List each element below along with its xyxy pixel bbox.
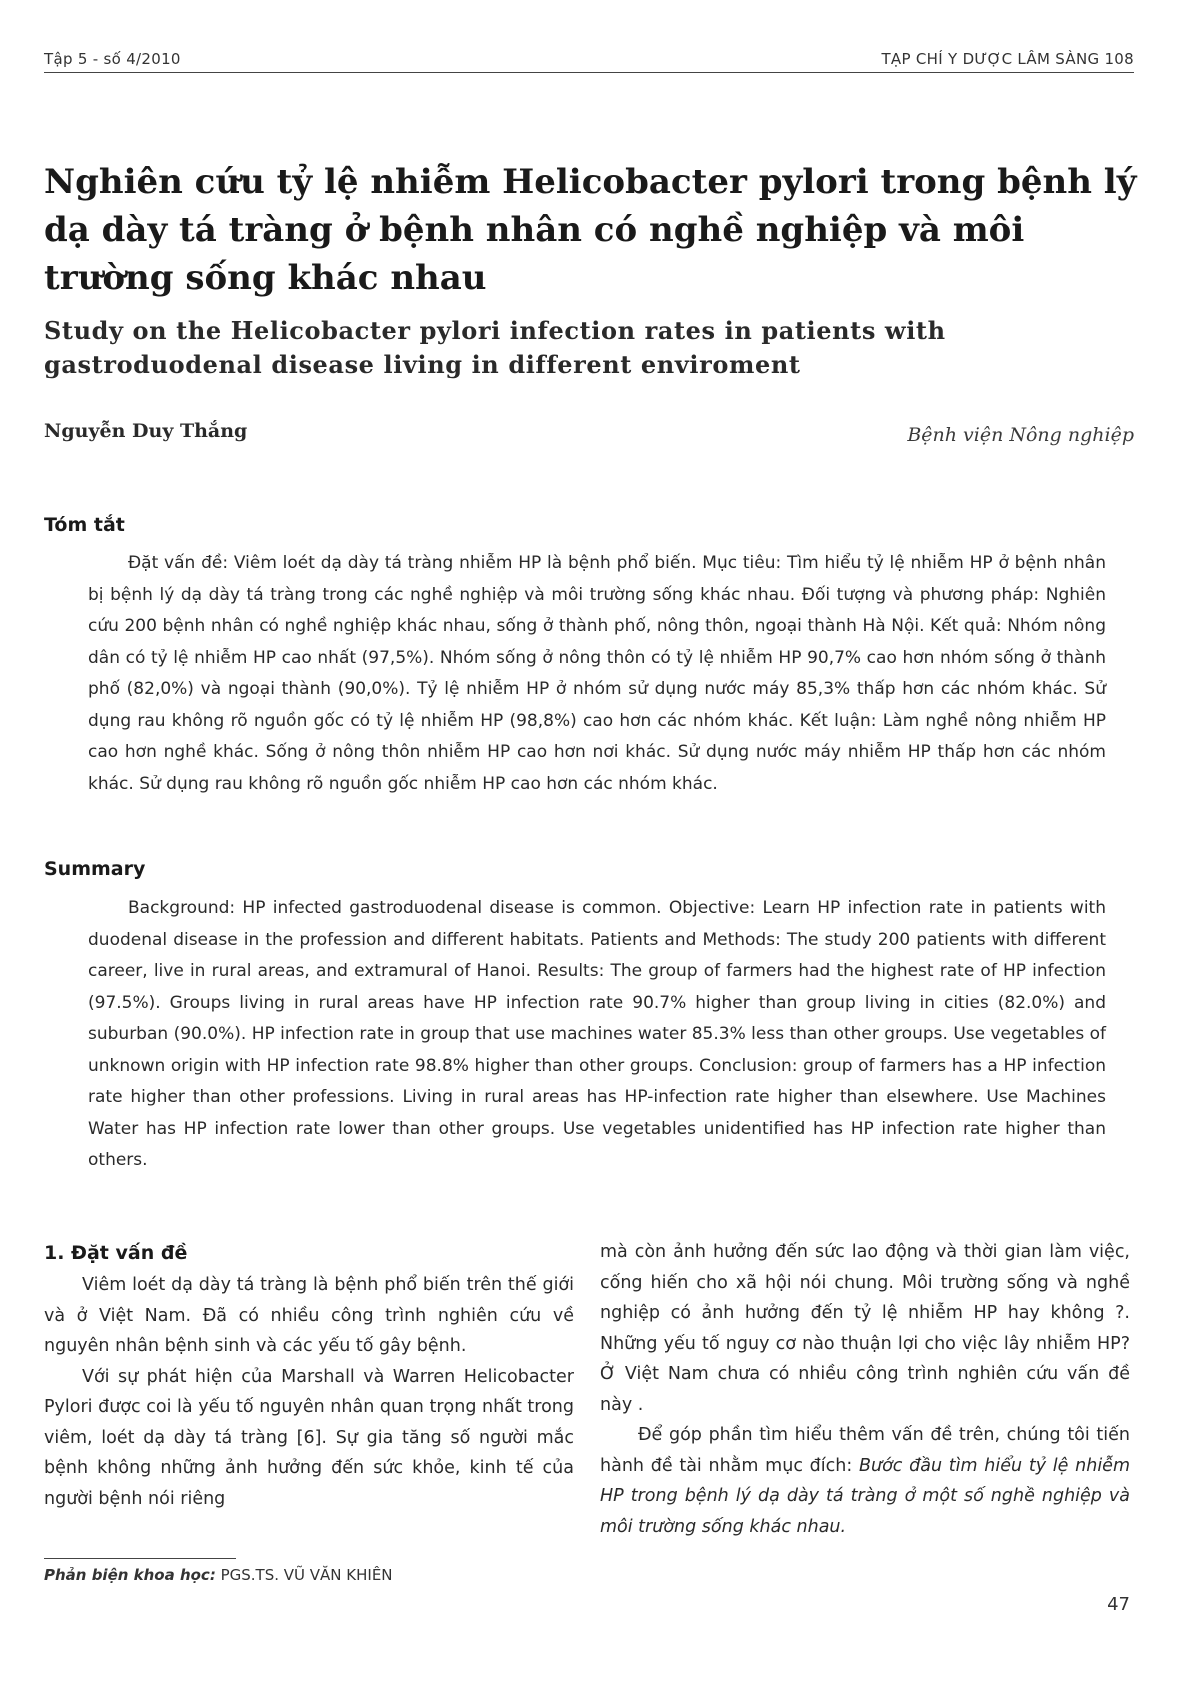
running-header [44, 50, 1134, 74]
intro-paragraph: Với sự phát hiện của Marshall và Warren Helicobacter Pylori được coi là yếu tố nguyên nhân quan trọng nhất trong viêm, loét dạ dày tá tràng [6]. Sự gia tăng số người mắc bệnh không những ảnh hưởng đến sức khỏe, kinh tế của người bệnh nói riêng [44, 1366, 574, 1509]
body-column-right [600, 1237, 1130, 1542]
section-heading-introduction: 1. Đặt vấn đề [44, 1242, 188, 1264]
abstract-vi-text [88, 548, 1106, 800]
abstract-vi-body: Đặt vấn đề: Viêm loét dạ dày tá tràng nhiễm HP là bệnh phổ biến. Mục tiêu: Tìm hiểu tỷ lệ nhiễm HP ở bệnh nhân bị bệnh lý dạ dày tá tràng trong các nghề nghiệp và môi trường sống khác nhau. Đối tượng và phương pháp: Nghiên cứu 200 bệnh nhân có nghề nghiệp khác nhau, sống ở thành phố, nông thôn, ngoại thành Hà Nội. Kết quả: Nhóm nông dân có tỷ lệ nhiễm HP cao nhất (97,5%). Nhóm sống ở nông thôn có tỷ lệ nhiễm HP 90,7% cao hơn nhóm sống ở thành phố (82,0%) và ngoại thành (90,0%). Tỷ lệ nhiễm HP ở nhóm sử dụng nước máy 85,3% thấp hơn các nhóm khác. Sử dụng rau không rõ nguồn gốc có tỷ lệ nhiễm HP (98,8%) cao hơn các nhóm khác. Kết luận: Làm nghề nông nhiễm HP cao hơn nghề khác. Sống ở nông thôn nhiễm HP cao hơn nơi khác. Sử dụng nước máy nhiễm HP thấp hơn các nhóm khác. Sử dụng rau không rõ nguồn gốc nhiễm HP cao hơn các nhóm khác. [88, 553, 1106, 794]
footnote-rule [44, 1558, 236, 1559]
abstract-vi-heading: Tóm tắt [44, 514, 125, 536]
author-name: Nguyễn Duy Thắng [44, 420, 248, 442]
body-column-left [44, 1238, 574, 1514]
footnote-reviewer: PGS.TS. VŨ VĂN KHIÊN [215, 1566, 393, 1584]
journal-name: TẠP CHÍ Y DƯỢC LÂM SÀNG 108 [881, 50, 1134, 68]
aim-statement: Bước đầu tìm hiểu tỷ lệ nhiễm HP trong bệnh lý dạ dày tá tràng ở một số nghề nghiệp và môi trường sống khác nhau. [600, 1455, 1130, 1537]
aim-paragraph [600, 1420, 1130, 1542]
author-affiliation: Bệnh viện Nông nghiệp [907, 424, 1134, 446]
header-rule [44, 72, 1134, 73]
article-title-vietnamese: Nghiên cứu tỷ lệ nhiễm Helicobacter pylori trong bệnh lý dạ dày tá tràng ở bệnh nhân có nghề nghiệp và môi trường sống khác nhau [44, 162, 1137, 298]
article-title-english: Study on the Helicobacter pylori infection rates in patients with gastroduodenal disease living in different enviroment [44, 316, 946, 379]
footnote-label: Phản biện khoa học: [44, 1566, 216, 1584]
intro-paragraph: Viêm loét dạ dày tá tràng là bệnh phổ biến trên thế giới và ở Việt Nam. Đã có nhiều công trình nghiên cứu về nguyên nhân bệnh sinh và các yếu tố gây bệnh. [44, 1275, 574, 1356]
abstract-en-text [88, 893, 1106, 1177]
aim-intro: Để góp phần tìm hiểu thêm vấn đề trên, chúng tôi tiến hành đề tài nhằm mục đích: [600, 1425, 1130, 1476]
page-number: 47 [1107, 1594, 1130, 1615]
intro-paragraph-continued: mà còn ảnh hưởng đến sức lao động và thời gian làm việc, cống hiến cho xã hội nói chung. Môi trường sống và nghề nghiệp có ảnh hưởng đến tỷ lệ nhiễm HP hay không ?. Những yếu tố nguy cơ nào thuận lợi cho việc lây nhiễm HP? Ở Việt Nam chưa có nhiều công trình nghiên cứu vấn đề này . [600, 1242, 1130, 1415]
abstract-en-body: Background: HP infected gastroduodenal disease is common. Objective: Learn HP infection rate in patients with duodenal disease in the profession and different habitats. Patients and Methods: The study 200 patients with different career, live in rural areas, and extramural of Hanoi. Results: The group of farmers had the highest rate of HP infection (97.5%). Groups living in rural areas have HP infection rate 90.7% higher than group living in cities (82.0%) and suburban (90.0%). HP infection rate in group that use machines water 85.3% less than other groups. Use vegetables of unknown origin with HP infection rate 98.8% higher than other groups. Conclusion: group of farmers has a HP infection rate higher than other professions. Living in rural areas has HP-infection rate higher than elsewhere. Use Machines Water has HP infection rate lower than other groups. Use vegetables unidentified has HP infection rate higher than others. [88, 898, 1106, 1170]
issue-info: Tập 5 - số 4/2010 [44, 50, 181, 68]
reviewer-footnote [44, 1566, 393, 1584]
abstract-en-heading: Summary [44, 858, 146, 880]
